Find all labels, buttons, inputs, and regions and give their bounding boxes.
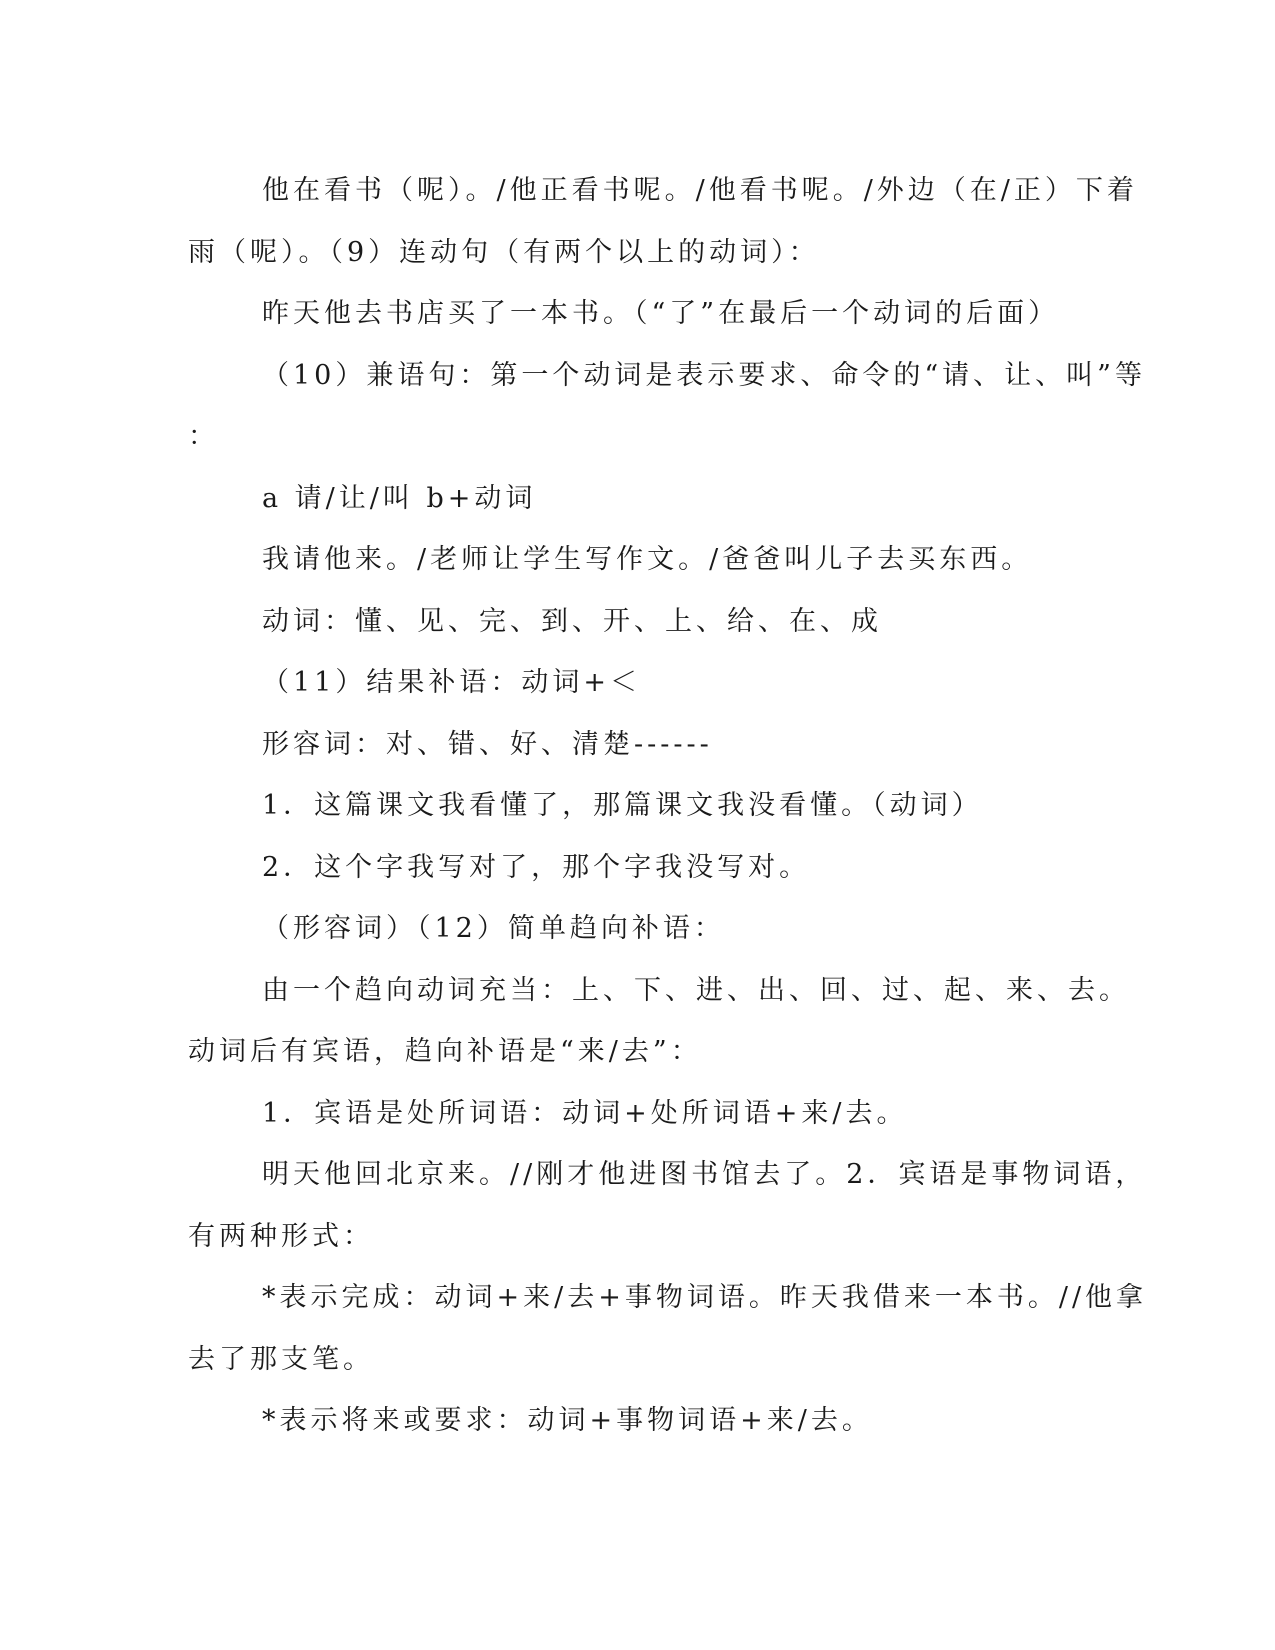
text-line: 雨（呢）。（9）连动句（有两个以上的动词）： — [188, 236, 820, 268]
text-line: *表示将来或要求：动词+事物词语+来/去。 — [262, 1405, 873, 1436]
text-line: *表示完成：动词+来/去+事物词语。昨天我借来一本书。//他拿 — [262, 1282, 1148, 1313]
text-line: 动词后有宾语，趋向补语是“来/去”： — [188, 1036, 702, 1067]
text-line: 我请他来。/老师让学生写作文。/爸爸叫儿子去买东西。 — [262, 544, 1033, 575]
text-line: 2．这个字我写对了，那个字我没写对。 — [262, 851, 811, 883]
text-line: 有两种形式： — [188, 1220, 374, 1252]
text-line: 由一个趋向动词充当：上、下、进、出、回、过、起、来、去。 — [262, 974, 1130, 1006]
text-line: 形容词：对、错、好、清楚------ — [262, 728, 713, 760]
text-line: （10）兼语句：第一个动词是表示要求、命令的“请、让、叫”等 — [262, 359, 1146, 391]
text-line: （形容词）（12）简单趋向补语： — [262, 913, 725, 944]
text-line: 去了那支笔。 — [188, 1343, 374, 1375]
text-line: 1．宾语是处所词语：动词+处所词语+来/去。 — [262, 1097, 908, 1129]
text-line: a 请/让/叫 b+动词 — [262, 482, 537, 514]
text-line: 明天他回北京来。//刚才他进图书馆去了。2．宾语是事物词语， — [262, 1159, 1147, 1190]
text-line: 他在看书（呢）。/他正看书呢。/他看书呢。/外边（在/正）下着 — [262, 175, 1138, 206]
text-line: ： — [188, 421, 219, 452]
text-line: （11）结果补语：动词+＜ — [262, 667, 641, 698]
text-line: 1．这篇课文我看懂了，那篇课文我没看懂。（动词） — [262, 790, 983, 821]
text-line: 昨天他去书店买了一本书。（“了”在最后一个动词的后面） — [262, 298, 1060, 329]
document-body — [188, 160, 1148, 1452]
text-line: 动词：懂、见、完、到、开、上、给、在、成 — [262, 605, 882, 637]
